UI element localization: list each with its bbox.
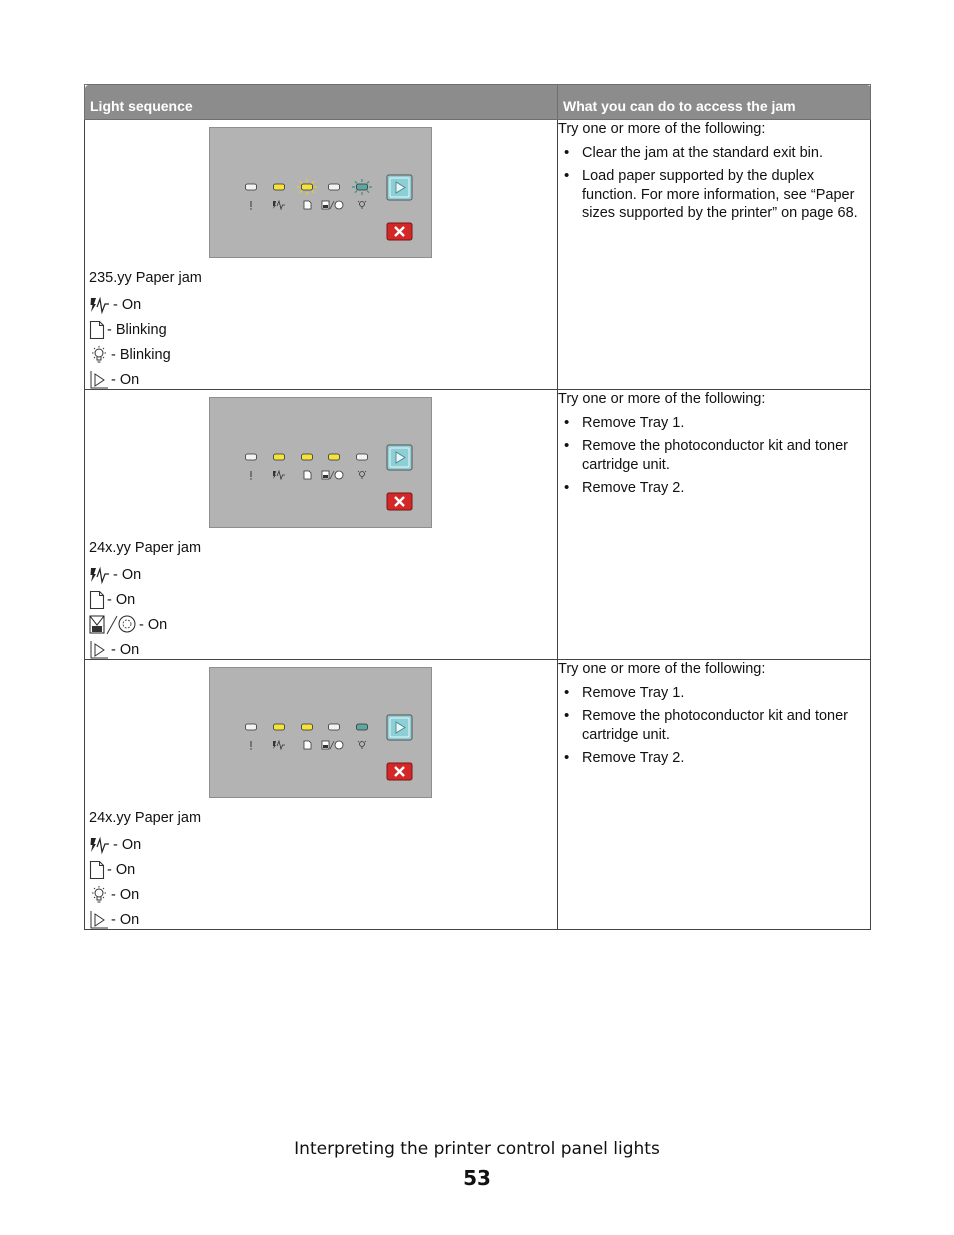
continue-button — [387, 175, 412, 200]
light-status-row — [89, 612, 201, 637]
light-status-text: - On — [111, 886, 140, 903]
error-title: 24x.yy Paper jam — [89, 810, 202, 826]
light-status-text: - Blinking — [107, 321, 167, 338]
toner-light — [329, 184, 340, 190]
continue-icon — [89, 910, 111, 930]
toner-light — [329, 454, 340, 460]
light-description — [89, 808, 201, 932]
paper-jam-icon — [89, 565, 113, 585]
action-list — [558, 144, 870, 223]
error-title: 24x.yy Paper jam — [89, 540, 202, 556]
light-status-text: - On — [107, 591, 136, 608]
load-paper-light — [297, 179, 317, 195]
header-access-jam: What you can do to access the jam — [558, 85, 871, 120]
paper-jam-icon — [89, 835, 113, 855]
light-status-row — [89, 832, 201, 857]
light-status-row — [89, 587, 201, 612]
ready-symbol-icon — [358, 741, 366, 749]
light-status-row — [89, 292, 202, 317]
paper-jam-light — [274, 184, 285, 190]
action-cell — [558, 660, 871, 930]
light-status-row — [89, 342, 202, 367]
paper-jam-light — [274, 454, 285, 460]
error-symbol-icon — [250, 201, 251, 210]
light-status-text: - On — [139, 616, 168, 633]
light-status-row — [89, 857, 201, 882]
light-status-row — [89, 907, 201, 932]
action-item: • Remove Tray 2. — [558, 749, 870, 768]
load-paper-symbol-icon — [304, 741, 311, 749]
action-item: • Remove Tray 2. — [558, 479, 870, 498]
light-status-text: - On — [113, 296, 142, 313]
continue-button — [387, 445, 412, 470]
action-item: • Remove Tray 1. — [558, 414, 870, 433]
error-light — [246, 184, 257, 190]
table-row — [85, 390, 871, 660]
control-panel-image — [209, 397, 432, 528]
header-light-sequence: Light sequence — [85, 85, 558, 120]
action-item: • Clear the jam at the standard exit bin. — [558, 144, 870, 163]
load-paper-symbol-icon — [304, 471, 311, 479]
error-light — [246, 724, 257, 730]
light-status-text: - On — [113, 836, 142, 853]
light-status-row — [89, 562, 201, 587]
ready-symbol-icon — [358, 471, 366, 479]
control-panel-image — [209, 127, 432, 258]
control-panel-image — [209, 667, 432, 798]
light-status-text: - Blinking — [111, 346, 171, 363]
error-symbol-icon — [250, 741, 251, 750]
action-intro: Try one or more of the following: — [558, 121, 766, 137]
light-status-row — [89, 882, 201, 907]
toner-symbol-icon — [322, 741, 343, 749]
ready-icon — [89, 345, 111, 365]
toner-symbol-icon — [322, 201, 343, 209]
light-sequence-cell — [85, 390, 558, 660]
light-sequence-cell — [85, 660, 558, 930]
continue-button — [387, 715, 412, 740]
action-item: • Remove the photoconductor kit and toner cartridge unit. — [558, 707, 870, 744]
paper-jam-symbol-icon — [273, 201, 285, 209]
load-paper-light — [302, 454, 313, 460]
light-status-row — [89, 367, 202, 392]
action-item: • Remove Tray 1. — [558, 684, 870, 703]
action-intro: Try one or more of the following: — [558, 661, 766, 677]
table-row — [85, 660, 871, 930]
continue-icon — [89, 370, 111, 390]
light-description — [89, 538, 201, 662]
error-title: 235.yy Paper jam — [89, 270, 202, 286]
action-cell — [558, 120, 871, 390]
table-row — [85, 120, 871, 390]
light-status-text: - On — [111, 641, 140, 658]
ready-light — [352, 179, 372, 195]
error-light — [246, 454, 257, 460]
ready-icon — [89, 885, 111, 905]
load-paper-icon — [89, 320, 107, 340]
light-status-text: - On — [111, 371, 140, 388]
action-item: • Remove the photoconductor kit and toner cartridge unit. — [558, 437, 870, 474]
footer-title: Interpreting the printer control panel lights — [294, 1139, 660, 1159]
load-paper-light — [302, 724, 313, 730]
paper-jam-icon — [89, 295, 113, 315]
ready-light — [357, 724, 368, 730]
light-description — [89, 268, 202, 392]
stop-button — [387, 763, 412, 780]
paper-jam-symbol-icon — [273, 471, 285, 479]
light-sequence-cell — [85, 120, 558, 390]
load-paper-icon — [89, 590, 107, 610]
load-paper-symbol-icon — [304, 201, 311, 209]
light-status-text: - On — [107, 861, 136, 878]
toner-photoconductor-icon — [89, 614, 139, 636]
light-status-text: - On — [111, 911, 140, 928]
light-sequence-table — [84, 84, 871, 930]
toner-symbol-icon — [322, 471, 343, 479]
page-number: 53 — [463, 1166, 491, 1190]
light-status-text: - On — [113, 566, 142, 583]
stop-button — [387, 223, 412, 240]
action-intro: Try one or more of the following: — [558, 391, 766, 407]
light-status-row — [89, 317, 202, 342]
continue-icon — [89, 640, 111, 660]
light-status-row — [89, 637, 201, 662]
load-paper-icon — [89, 860, 107, 880]
toner-light — [329, 724, 340, 730]
paper-jam-symbol-icon — [273, 741, 285, 749]
stop-button — [387, 493, 412, 510]
action-list — [558, 414, 870, 498]
ready-symbol-icon — [358, 201, 366, 209]
paper-jam-light — [274, 724, 285, 730]
action-cell — [558, 390, 871, 660]
ready-light — [357, 454, 368, 460]
error-symbol-icon — [250, 471, 251, 480]
action-list — [558, 684, 870, 768]
action-item: • Load paper supported by the duplex function. For more information, see “Paper sizes supported by the printer” on page 68. — [558, 167, 870, 223]
